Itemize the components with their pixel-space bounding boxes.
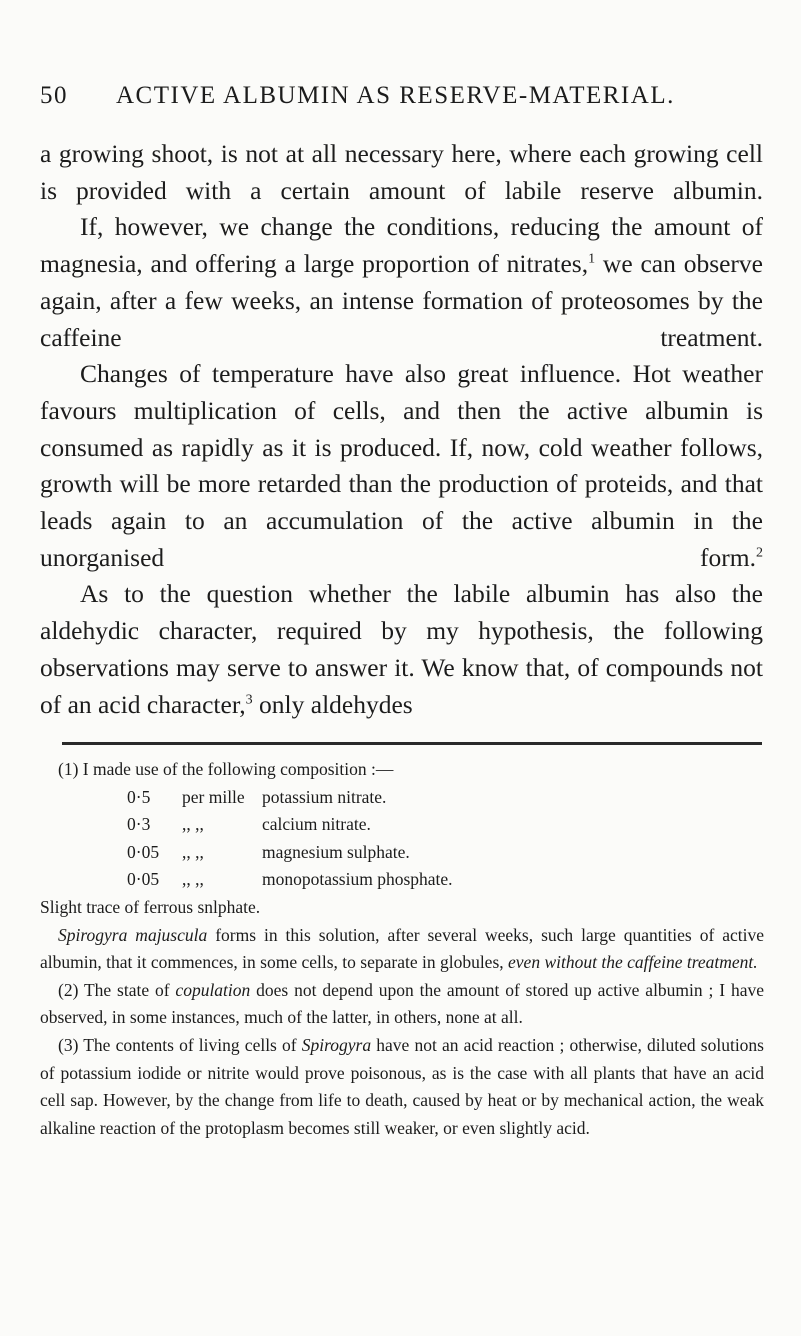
composition-row: [127, 866, 764, 894]
footnote-1-trace: Slight trace of ferrous snlphate.: [40, 896, 261, 917]
paragraph-4-text-a: As to the question whether the labile albumin has also the aldehydic character, required by my hypothesis, the following observations may serve to answer it. We know that, of compounds not of an acid character,: [40, 579, 763, 719]
footnote-2-emphasis: copulation: [175, 979, 251, 1000]
footnote-3-text-b: have not an acid reaction ; otherwise, diluted solutions of potassium iodide or nitrite would prove poisonous, as is the case with all plants that have an acid cell sap. However, by the change from life to death, caused by heat or by mechanical action, the weak alkaline reaction of the protoplasm becomes still weaker, or even slightly acid.: [40, 1034, 764, 1138]
species-name: Spirogyra majuscula: [58, 924, 208, 945]
composition-amount: 0·5: [127, 786, 151, 807]
footnote-1-intro: (1) I made use of the following composition :—: [58, 759, 394, 779]
composition-unit: ,, ,,: [182, 841, 204, 862]
paragraph-2-text-b: we can observe again, after a few weeks, an intense formation of proteosomes by the caffeine treatment.: [40, 249, 763, 352]
footnote-1-emphasis: even without the caffeine treatment.: [508, 952, 758, 973]
paragraph-2: [40, 209, 763, 356]
footnotes: [40, 756, 764, 1142]
paragraph-4-text-b: only aldehydes: [252, 689, 413, 719]
footnote-divider: [62, 742, 762, 745]
composition-substance: monopotassium phosphate.: [262, 869, 453, 890]
paragraph-2-text-a: If, however, we change the conditions, reducing the amount of magnesia, and offering a large proportion of nitrates,: [40, 212, 763, 279]
footnote-2-text-b: does not depend upon the amount of stored up active albumin ; I have observed, in some instances, much of the latter, in others, none at all.: [40, 979, 764, 1028]
composition-unit: ,, ,,: [182, 814, 204, 835]
paragraph-3-text: Changes of temperature have also great influence. Hot weather favours multiplication of cells, and then the active albumin is consumed as rapidly as it is produced. If, now, cold weather follows, growth will be more retarded than the production of proteids, and that leads again to an accumulation of the active albumin in the unorganised form.: [40, 359, 763, 572]
composition-row: [127, 811, 764, 839]
composition-row: [127, 784, 764, 812]
footnote-2: [40, 977, 764, 1032]
composition-unit: per mille: [182, 786, 245, 807]
paragraph-3: [40, 356, 763, 576]
main-text: [40, 136, 763, 723]
running-title: ACTIVE ALBUMIN AS RESERVE-MATERIAL.: [116, 82, 675, 109]
footnote-ref-3: 3: [245, 692, 253, 708]
composition-substance: calcium nitrate.: [262, 814, 371, 835]
footnote-3-text-a: (3) The contents of living cells of: [58, 1034, 302, 1055]
footnote-3: [40, 1032, 764, 1142]
paragraph-4: [40, 576, 763, 723]
composition-substance: magnesium sulphate.: [262, 841, 410, 862]
composition-unit: ,, ,,: [182, 869, 204, 890]
footnote-1-text: forms in this solution, after several weeks, such large quantities of active albumin, that it commences, in some cells, to separate in globules,: [40, 924, 764, 973]
page-number: 50: [40, 82, 68, 109]
paragraph-1: a growing shoot, is not at all necessary here, where each growing cell is provided with a certain amount of labile reserve albumin.: [40, 139, 763, 205]
running-header: [40, 82, 760, 110]
composition-amount: 0·3: [127, 814, 151, 835]
composition-row: [127, 839, 764, 867]
composition-amount: 0·05: [127, 841, 160, 862]
footnote-1-body: [40, 922, 764, 977]
composition-amount: 0·05: [127, 869, 160, 890]
species-name: Spirogyra: [301, 1034, 372, 1055]
footnote-2-text-a: (2) The state of: [58, 979, 176, 1000]
footnote-ref-2: 2: [756, 545, 763, 561]
footnote-ref-1: 1: [588, 251, 596, 267]
composition-substance: potassium nitrate.: [262, 786, 387, 807]
